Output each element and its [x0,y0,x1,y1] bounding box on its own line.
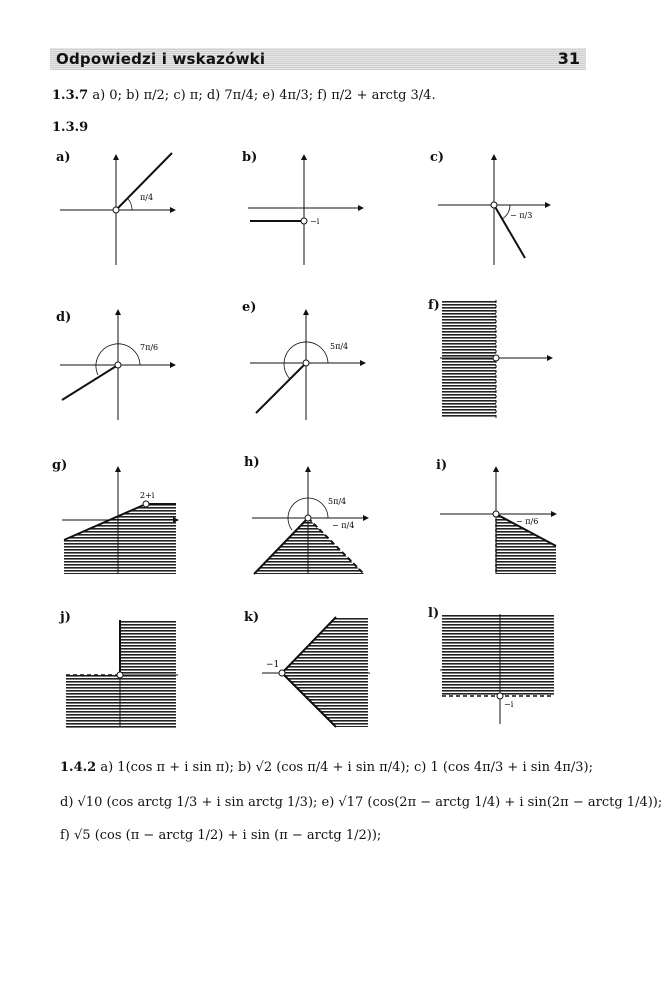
panel-c-label: c) [430,150,445,165]
panel-d-diagram [60,305,180,425]
panel-i-label: i) [436,458,448,473]
panel-k-diagram [262,615,382,730]
panel-e-diagram [250,305,370,425]
annotation: 5π/4 [328,497,347,506]
annotation: 7π/6 [140,343,159,352]
panel-l-diagram [440,612,560,727]
panel-g-label: g) [52,458,68,473]
annotation: 5π/4 [330,342,349,351]
panel-l-label: l) [428,606,440,621]
annotation: π/4 [140,193,154,202]
annotation: 2+i [140,491,155,500]
answer-label: 1.4.2 [60,760,97,775]
panel-i-diagram [440,462,560,577]
answer-text: a) 1(cos π + i sin π); b) √2 (cos π/4 + i sin π/4); c) 1 (cos 4π/3 + i sin 4π/3); [100,760,593,775]
answer-1-4-2-line-3: f) √5 (cos (π − arctg 1/2) + i sin (π − arctg 1/2)); [60,828,382,843]
annotation: −i [504,700,514,709]
panel-g-diagram [62,462,182,577]
panel-f-diagram [440,298,560,422]
page-number: 31 [557,49,580,68]
panel-d-label: d) [56,310,72,325]
panel-k-label: k) [244,610,260,625]
panel-c-diagram [438,150,558,270]
annotation: − π/6 [516,517,539,526]
answer-1-3-7 [52,88,436,103]
annotation: −1 [266,660,280,670]
panel-e-label: e) [242,300,257,315]
running-header [50,48,586,70]
answer-1-4-2-line-2: d) √10 (cos arctg 1/3 + i sin arctg 1/3); e) √17 (cos(2π − arctg 1/4) + i sin(2π − arctg 1/4)); [60,795,663,810]
panel-j-diagram [64,615,184,730]
answer-text: a) 0; b) π/2; c) π; d) 7π/4; e) 4π/3; f) π/2 + arctg 3/4. [92,88,436,103]
panel-h-label: h) [244,455,260,470]
panel-f-label: f) [428,298,440,313]
panel-a-label: a) [56,150,71,165]
answer-label: 1.3.9 [52,120,89,135]
annotation: − π/3 [510,211,533,220]
section-title: Odpowiedzi i wskazówki [56,50,266,68]
panel-a-diagram [60,150,180,270]
annotation: −i [310,217,320,226]
answer-1-4-2-line-1 [60,760,593,775]
answer-1-3-9 [52,120,88,135]
panel-b-diagram [248,150,368,270]
answer-label: 1.3.7 [52,88,89,103]
panel-b-label: b) [242,150,258,165]
annotation-2: − π/4 [332,521,355,530]
panel-j-label: j) [60,610,71,625]
panel-h-diagram [252,462,372,577]
